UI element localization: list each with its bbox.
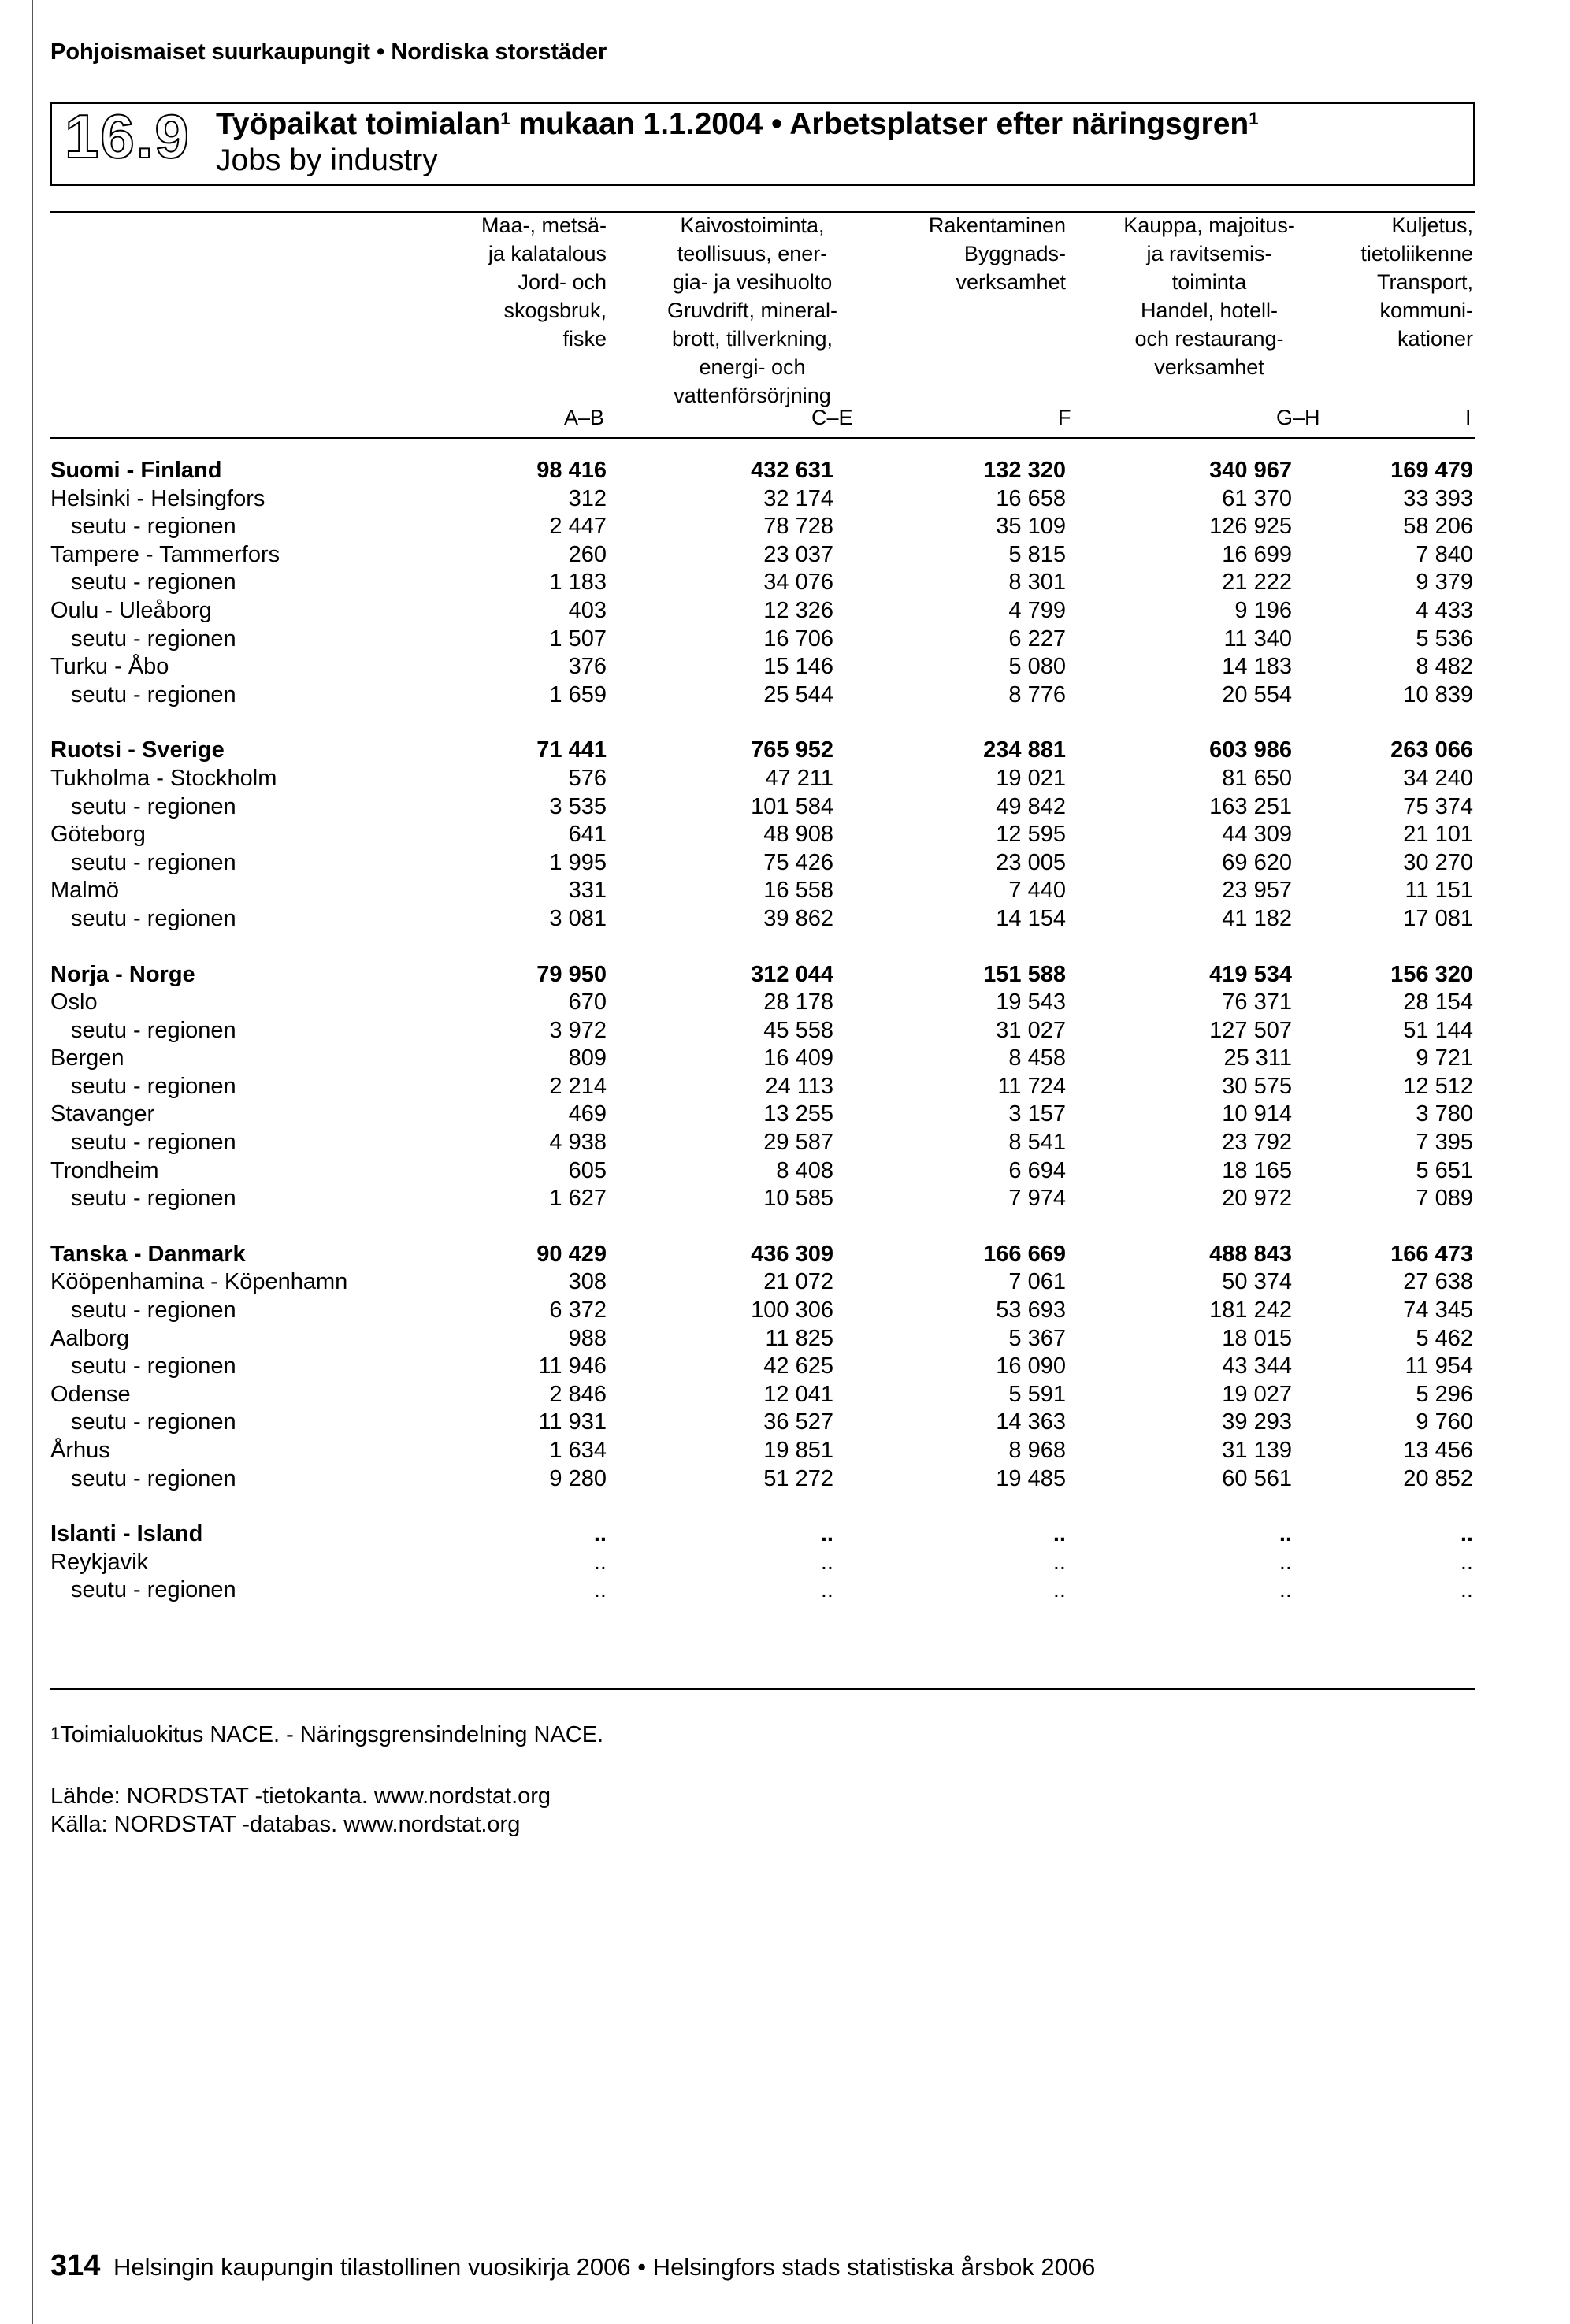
table-row [0, 989, 1570, 1017]
table-cell: 19 851 [763, 1438, 833, 1463]
table-row [0, 1409, 1570, 1437]
table-row [0, 1129, 1570, 1157]
table-cell: 8 482 [1416, 654, 1473, 680]
table-cell: 21 101 [1403, 822, 1473, 848]
table-cell: 23 037 [763, 541, 833, 567]
table-cell: 809 [568, 1045, 607, 1071]
table-cell: 7 840 [1416, 541, 1473, 567]
table-cell: 7 440 [1008, 878, 1066, 904]
table-row [0, 1353, 1570, 1381]
table-cell: 18 165 [1222, 1157, 1292, 1183]
table-cell: 166 669 [983, 1241, 1066, 1267]
table-row [0, 1017, 1570, 1045]
title-fi: Työpaikat toimialan [216, 107, 501, 141]
row-label: seutu - regionen [71, 1465, 236, 1491]
table-row [0, 653, 1570, 681]
footnote-text: Toimialuokitus NACE. - Näringsgrensindelning NACE. [60, 1722, 604, 1747]
page-footer [50, 2249, 1095, 2283]
table-row [0, 569, 1570, 597]
title-mid: mukaan 1.1.2004 • Arbetsplatser efter näringsgren [510, 107, 1249, 141]
row-label: Ruotsi - Sverige [50, 737, 225, 763]
table-cell: 16 090 [996, 1353, 1066, 1379]
title-footnote-mark-1: 1 [500, 109, 510, 128]
table-cell: 28 154 [1403, 989, 1473, 1015]
table-cell: 35 109 [996, 514, 1066, 540]
table-cell: 32 174 [763, 485, 833, 511]
table-cell: 6 694 [1008, 1157, 1066, 1183]
table-cell: 42 625 [763, 1353, 833, 1379]
table-cell: 12 512 [1403, 1073, 1473, 1099]
table-cell: 81 650 [1222, 765, 1292, 791]
table-cell: 47 211 [765, 765, 833, 791]
table-cell: 16 699 [1222, 541, 1292, 567]
row-label: Tampere - Tammerfors [50, 541, 280, 567]
table-cell: 469 [568, 1101, 607, 1127]
table-row [0, 1576, 1570, 1605]
row-label: Aalborg [50, 1325, 129, 1351]
row-label: seutu - regionen [71, 570, 236, 596]
table-cell: .. [593, 1549, 607, 1575]
table-cell: 16 409 [763, 1045, 833, 1071]
table-row [0, 597, 1570, 626]
row-label: Norja - Norge [50, 961, 195, 987]
table-cell: 25 311 [1223, 1045, 1292, 1071]
table-cell: 1 659 [549, 681, 607, 707]
table-cell: 5 815 [1008, 541, 1066, 567]
table-cell: 11 825 [765, 1325, 833, 1351]
source-line: Lähde: NORDSTAT -tietokanta. www.nordstat.org [50, 1784, 551, 1809]
table-cell: 8 408 [776, 1157, 833, 1183]
table-cell: 126 925 [1209, 514, 1292, 540]
table-cell: 23 005 [996, 849, 1066, 875]
table-cell: 166 473 [1390, 1241, 1473, 1267]
table-row [0, 849, 1570, 878]
table-cell: .. [1460, 1521, 1473, 1547]
col-header-code: I [1465, 406, 1472, 429]
table-cell: 5 591 [1008, 1381, 1066, 1407]
row-label: Helsinki - Helsingfors [50, 485, 265, 511]
table-cell: 25 544 [763, 681, 833, 707]
table-cell: 50 374 [1222, 1269, 1292, 1295]
table-cell: 7 061 [1008, 1269, 1066, 1295]
table-cell: 19 027 [1222, 1381, 1292, 1407]
table-title [216, 107, 1258, 142]
table-cell: 260 [568, 541, 607, 567]
header-bottom-rule [50, 437, 1475, 439]
table-cell: 30 575 [1222, 1073, 1292, 1099]
row-label: Oulu - Uleåborg [50, 597, 212, 623]
table-number: 16.9 [65, 102, 191, 171]
table-cell: 29 587 [763, 1130, 833, 1156]
table-cell: .. [1279, 1549, 1292, 1575]
table-cell: 2 214 [549, 1073, 607, 1099]
table-cell: 49 842 [996, 793, 1066, 819]
table-cell: 17 081 [1403, 905, 1473, 931]
table-cell: 1 183 [549, 570, 607, 596]
table-cell: 28 178 [763, 989, 833, 1015]
table-cell: 8 458 [1008, 1045, 1066, 1071]
table-cell: .. [1052, 1549, 1066, 1575]
table-cell: 9 379 [1416, 570, 1473, 596]
col-header-label: Kaivostoiminta, teollisuus, ener- gia- ja vesihuolto Gruvdrift, mineral- brott, tillverkning, energi- och vattenförsörjning [666, 213, 838, 407]
table-cell: 21 222 [1222, 570, 1292, 596]
table-row [0, 737, 1570, 765]
row-label: Kööpenhamina - Köpenhamn [50, 1269, 348, 1295]
row-label: Suomi - Finland [50, 458, 222, 483]
table-cell: 51 272 [763, 1465, 833, 1491]
table-cell: 16 706 [763, 626, 833, 652]
table-cell: .. [1279, 1521, 1292, 1547]
col-header-code: A–B [564, 406, 605, 429]
table-cell: 61 370 [1222, 485, 1292, 511]
row-label: Reykjavik [50, 1549, 149, 1575]
table-cell: .. [593, 1577, 607, 1603]
table-row [0, 1549, 1570, 1577]
table-cell: 60 561 [1222, 1465, 1292, 1491]
row-label: Odense [50, 1381, 131, 1407]
table-cell: 90 429 [536, 1241, 607, 1267]
table-cell: 11 724 [997, 1073, 1066, 1099]
table-cell: 263 066 [1390, 737, 1473, 763]
table-row [0, 765, 1570, 793]
table-cell: .. [1460, 1549, 1473, 1575]
row-label: Oslo [50, 989, 98, 1015]
table-cell: 75 374 [1403, 793, 1473, 819]
table-cell: 7 089 [1416, 1186, 1473, 1212]
table-cell: 16 658 [996, 485, 1066, 511]
table-cell: 5 367 [1008, 1325, 1066, 1351]
table-cell: 75 426 [763, 849, 833, 875]
table-cell: 24 113 [765, 1073, 833, 1099]
table-row [0, 877, 1570, 905]
table-row [0, 1297, 1570, 1325]
table-row [0, 821, 1570, 849]
table-cell: 44 309 [1222, 822, 1292, 848]
table-row [0, 1325, 1570, 1353]
table-cell: 21 072 [763, 1269, 833, 1295]
table-cell: 20 972 [1222, 1186, 1292, 1212]
table-cell: 58 206 [1403, 514, 1473, 540]
table-cell: 19 485 [996, 1465, 1066, 1491]
table-cell: 312 044 [751, 961, 833, 987]
table-cell: 20 554 [1222, 681, 1292, 707]
table-cell: 234 881 [983, 737, 1066, 763]
table-cell: 181 242 [1209, 1298, 1292, 1323]
table-cell: 312 [568, 485, 607, 511]
table-cell: 6 372 [549, 1298, 607, 1323]
row-label: seutu - regionen [71, 1017, 236, 1043]
table-cell: .. [820, 1521, 833, 1547]
table-cell: 331 [568, 878, 607, 904]
table-cell: 11 946 [538, 1353, 607, 1379]
table-cell: .. [593, 1521, 607, 1547]
table-cell: 48 908 [763, 822, 833, 848]
table-row [0, 1437, 1570, 1465]
table-cell: 4 938 [549, 1130, 607, 1156]
table-cell: 12 326 [763, 597, 833, 623]
table-cell: 15 146 [763, 654, 833, 680]
table-cell: 4 799 [1008, 597, 1066, 623]
table-cell: 79 950 [536, 961, 607, 987]
row-label: Göteborg [50, 822, 146, 848]
table-cell: 30 270 [1403, 849, 1473, 875]
table-cell: 488 843 [1209, 1241, 1292, 1267]
table-cell: 3 535 [549, 793, 607, 819]
table-cell: 436 309 [751, 1241, 833, 1267]
table-cell: 8 968 [1008, 1438, 1066, 1463]
table-cell: 2 447 [549, 514, 607, 540]
row-label: seutu - regionen [71, 1577, 236, 1603]
table-cell: 10 585 [763, 1186, 833, 1212]
table-cell: 641 [568, 822, 607, 848]
running-head: Pohjoismaiset suurkaupungit • Nordiska storstäder [50, 39, 607, 65]
table-cell: 43 344 [1222, 1353, 1292, 1379]
table-cell: 5 536 [1416, 626, 1473, 652]
table-cell: 6 227 [1008, 626, 1066, 652]
row-label: seutu - regionen [71, 1130, 236, 1156]
table-row [0, 1045, 1570, 1073]
table-cell: 41 182 [1222, 905, 1292, 931]
row-label: seutu - regionen [71, 1353, 236, 1379]
col-header-code: G–H [1276, 406, 1320, 429]
table-cell: 23 792 [1222, 1130, 1292, 1156]
table-cell: 9 760 [1416, 1409, 1473, 1435]
table-row [0, 541, 1570, 570]
table-row [0, 905, 1570, 934]
table-cell: 39 293 [1222, 1409, 1292, 1435]
table-cell: 9 721 [1416, 1045, 1473, 1071]
table-cell: 100 306 [751, 1298, 833, 1323]
table-row [0, 961, 1570, 989]
table-cell: 39 862 [763, 905, 833, 931]
country-group [0, 961, 1570, 1213]
table-cell: 23 957 [1222, 878, 1292, 904]
row-label: seutu - regionen [71, 793, 236, 819]
row-label: Trondheim [50, 1157, 159, 1183]
row-label: Turku - Åbo [50, 654, 169, 680]
table-cell: 14 363 [996, 1409, 1066, 1435]
table-cell: 53 693 [996, 1298, 1066, 1323]
table-cell: 169 479 [1390, 458, 1473, 483]
table-cell: 11 340 [1223, 626, 1292, 652]
table-cell: 7 395 [1416, 1130, 1473, 1156]
table-cell: 11 954 [1405, 1353, 1473, 1379]
table-cell: 27 638 [1403, 1269, 1473, 1295]
col-header-code: C–E [811, 406, 853, 429]
table-row [0, 513, 1570, 541]
row-label: Bergen [50, 1045, 124, 1071]
table-row [0, 1520, 1570, 1549]
table-cell: 163 251 [1209, 793, 1292, 819]
table-cell: 3 157 [1008, 1101, 1066, 1127]
col-header-code: F [1058, 406, 1071, 429]
table-cell: .. [820, 1549, 833, 1575]
table-cell: 36 527 [763, 1409, 833, 1435]
table-cell: 5 462 [1416, 1325, 1473, 1351]
table-cell: 9 196 [1234, 597, 1292, 623]
table-row [0, 1157, 1570, 1186]
table-cell: 605 [568, 1157, 607, 1183]
table-cell: 1 507 [549, 626, 607, 652]
table-cell: 5 651 [1416, 1157, 1473, 1183]
table-cell: .. [1460, 1577, 1473, 1603]
table-row [0, 1465, 1570, 1494]
table-cell: 51 144 [1403, 1017, 1473, 1043]
table-cell: 127 507 [1209, 1017, 1292, 1043]
col-header-label: Rakentaminen Byggnads- verksamhet [928, 213, 1066, 294]
table-cell: 7 974 [1008, 1186, 1066, 1212]
table-bottom-rule [50, 1688, 1475, 1690]
table-cell: .. [820, 1577, 833, 1603]
table-cell: 69 620 [1222, 849, 1292, 875]
table-cell: 14 154 [996, 905, 1066, 931]
title-footnote-mark-2: 1 [1249, 109, 1259, 128]
row-label: seutu - regionen [71, 1409, 236, 1435]
table-cell: 11 151 [1405, 878, 1473, 904]
table-cell: .. [1052, 1577, 1066, 1603]
table-cell: 576 [568, 765, 607, 791]
col-header-label: Kuljetus, tietoliikenne Transport, kommuni- kationer [1360, 213, 1473, 351]
table-row [0, 457, 1570, 485]
column-headers [0, 211, 1570, 432]
table-row [0, 1381, 1570, 1409]
table-cell: 34 240 [1403, 765, 1473, 791]
footnote-mark: 1 [50, 1724, 61, 1743]
table-cell: 19 021 [996, 765, 1066, 791]
table-cell: 132 320 [983, 458, 1066, 483]
table-cell: 8 541 [1008, 1130, 1066, 1156]
table-cell: 403 [568, 597, 607, 623]
row-label: Islanti - Island [50, 1521, 203, 1547]
row-label: seutu - regionen [71, 1073, 236, 1099]
row-label: seutu - regionen [71, 626, 236, 652]
table-cell: 3 972 [549, 1017, 607, 1043]
table-row [0, 1241, 1570, 1269]
table-row [0, 1268, 1570, 1297]
country-group [0, 457, 1570, 709]
table-cell: 603 986 [1209, 737, 1292, 763]
row-label: seutu - regionen [71, 681, 236, 707]
table-row [0, 681, 1570, 710]
table-cell: 18 015 [1222, 1325, 1292, 1351]
table-cell: 101 584 [751, 793, 833, 819]
table-cell: 1 627 [549, 1186, 607, 1212]
table-cell: 3 081 [549, 905, 607, 931]
row-label: Stavanger [50, 1101, 155, 1127]
table-cell: 78 728 [763, 514, 833, 540]
table-cell: 4 433 [1416, 597, 1473, 623]
table-cell: 13 456 [1403, 1438, 1473, 1463]
table-body [0, 457, 1570, 1632]
table-cell: 765 952 [751, 737, 833, 763]
table-row [0, 626, 1570, 654]
table-cell: 8 776 [1008, 681, 1066, 707]
table-cell: 340 967 [1209, 458, 1292, 483]
table-cell: 98 416 [536, 458, 607, 483]
row-label: Tukholma - Stockholm [50, 765, 277, 791]
row-label: seutu - regionen [71, 1298, 236, 1323]
table-cell: 2 846 [549, 1381, 607, 1407]
table-cell: 31 139 [1222, 1438, 1292, 1463]
table-cell: 9 280 [549, 1465, 607, 1491]
table-cell: 5 080 [1008, 654, 1066, 680]
table-cell: 74 345 [1403, 1298, 1473, 1323]
table-row [0, 485, 1570, 514]
table-cell: 5 296 [1416, 1381, 1473, 1407]
table-cell: 19 543 [996, 989, 1066, 1015]
table-cell: .. [1279, 1577, 1292, 1603]
table-row [0, 1101, 1570, 1129]
country-group [0, 1241, 1570, 1493]
table-cell: 12 595 [996, 822, 1066, 848]
table-cell: 20 852 [1403, 1465, 1473, 1491]
table-cell: 14 183 [1222, 654, 1292, 680]
country-group [0, 737, 1570, 933]
table-cell: 376 [568, 654, 607, 680]
col-header-label: Kauppa, majoitus- ja ravitsemis- toiminta Handel, hotell- och restaurang- verksamhet [1123, 213, 1295, 379]
col-header-label: Maa-, metsä- ja kalatalous Jord- och skogsbruk, fiske [481, 213, 607, 351]
table-cell: 156 320 [1390, 961, 1473, 987]
table-cell: 31 027 [996, 1017, 1066, 1043]
table-cell: 8 301 [1008, 570, 1066, 596]
page-number: 314 [50, 2249, 101, 2282]
table-row [0, 1073, 1570, 1101]
row-label: Tanska - Danmark [50, 1241, 246, 1267]
table-row [0, 793, 1570, 822]
table-cell: 151 588 [983, 961, 1066, 987]
table-cell: 1 634 [549, 1438, 607, 1463]
table-cell: 670 [568, 989, 607, 1015]
table-title-en: Jobs by industry [216, 143, 438, 177]
table-cell: 988 [568, 1325, 607, 1351]
table-cell: 432 631 [751, 458, 833, 483]
table-cell: 419 534 [1209, 961, 1292, 987]
table-cell: 45 558 [763, 1017, 833, 1043]
country-group [0, 1520, 1570, 1605]
source-notes [50, 1782, 551, 1839]
table-row [0, 1185, 1570, 1213]
footer-text: Helsingin kaupungin tilastollinen vuosikirja 2006 • Helsingfors stads statistiska årsbok 2006 [113, 2253, 1096, 2281]
footnote [50, 1722, 603, 1748]
row-label: Malmö [50, 878, 120, 904]
table-cell: 76 371 [1222, 989, 1292, 1015]
source-line: Källa: NORDSTAT -databas. www.nordstat.org [50, 1812, 521, 1837]
row-label: Århus [50, 1438, 110, 1463]
table-cell: 10 839 [1403, 681, 1473, 707]
table-cell: 11 931 [538, 1409, 607, 1435]
table-cell: 10 914 [1222, 1101, 1292, 1127]
table-cell: 16 558 [763, 878, 833, 904]
row-label: seutu - regionen [71, 514, 236, 540]
table-cell: 71 441 [536, 737, 607, 763]
row-label: seutu - regionen [71, 1186, 236, 1212]
table-cell: .. [1052, 1521, 1066, 1547]
table-cell: 13 255 [763, 1101, 833, 1127]
table-cell: 34 076 [763, 570, 833, 596]
row-label: seutu - regionen [71, 849, 236, 875]
table-cell: 1 995 [549, 849, 607, 875]
table-cell: 12 041 [763, 1381, 833, 1407]
table-title-box [50, 102, 1475, 186]
row-label: seutu - regionen [71, 905, 236, 931]
table-cell: 3 780 [1416, 1101, 1473, 1127]
table-cell: 33 393 [1403, 485, 1473, 511]
table-cell: 308 [568, 1269, 607, 1295]
